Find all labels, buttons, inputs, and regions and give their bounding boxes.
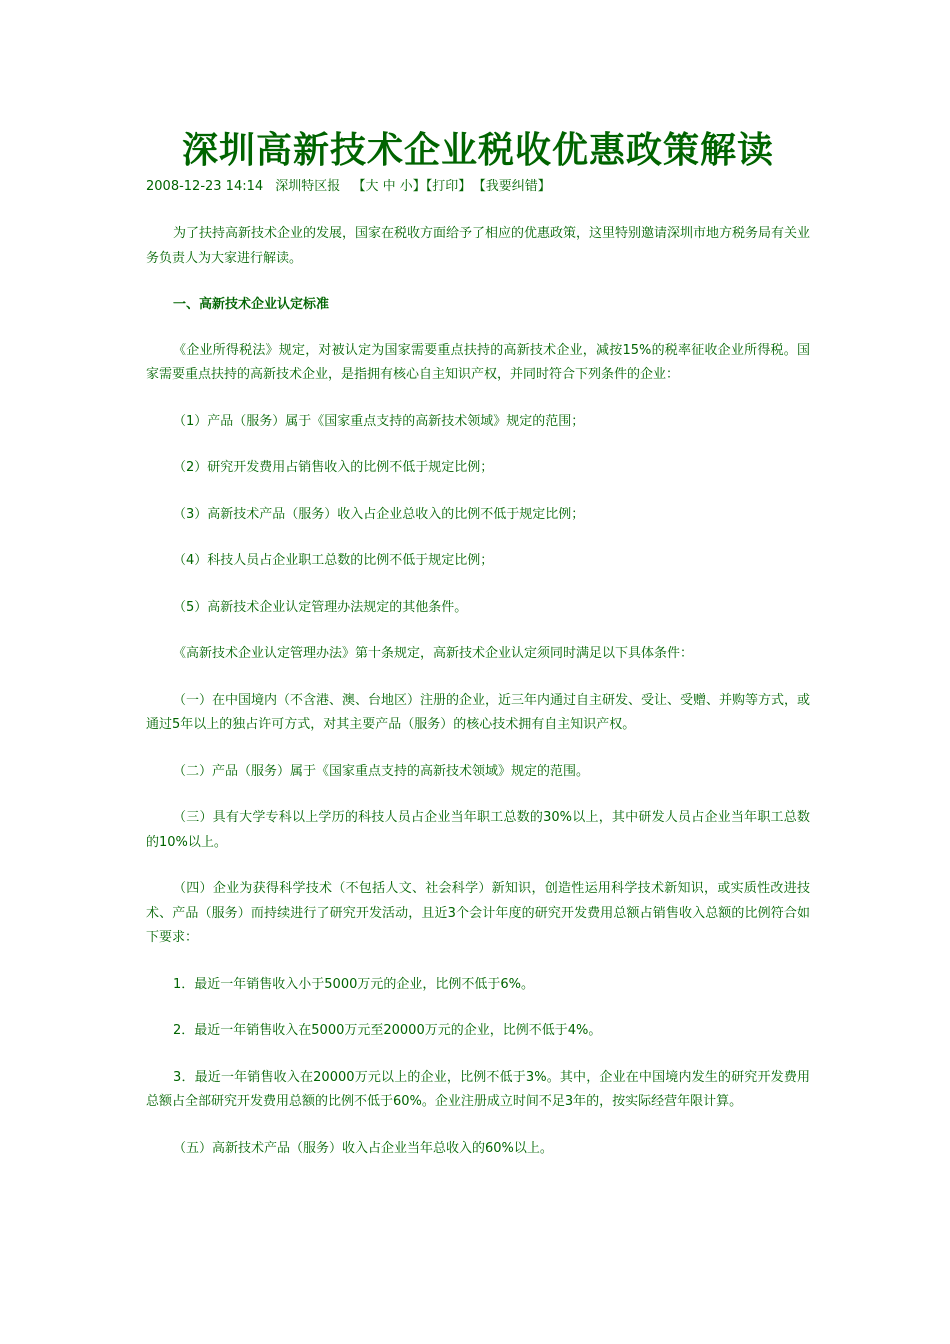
sub-list-item: 2．最近一年销售收入在5000万元至20000万元的企业，比例不低于4%。 [173, 1023, 602, 1038]
article-body [146, 222, 810, 1183]
list-item: （二）产品（服务）属于《国家重点支持的高新技术领域》规定的范围。 [173, 763, 590, 779]
list-item: （五）高新技术产品（服务）收入占企业当年总收入的60%以上。 [173, 1140, 553, 1156]
correction-link[interactable]: 【我要纠错】 [479, 179, 551, 194]
sub-list-item: 3．最近一年销售收入在20000万元以上的企业，比例不低于3%。其中，企业在中国境内发生的研究开发费用总额占全部研究开发费用总额的比例不低于60%。企业注册成立时间不足3年的，按实际经营年限计算。 [146, 1069, 810, 1109]
publish-datetime: 2008-12-23 14:14 [146, 179, 264, 194]
list-item: （4）科技人员占企业职工总数的比例不低于规定比例； [173, 553, 494, 568]
list-item: （5）高新技术企业认定管理办法规定的其他条件。 [173, 599, 468, 615]
paragraph: 《企业所得税法》规定，对被认定为国家需要重点扶持的高新技术企业，减按15%的税率征收企业所得税。国家需要重点扶持的高新技术企业，是指拥有核心自主知识产权，并同时符合下列条件的企业： [146, 342, 810, 382]
list-item: （三）具有大学专科以上学历的科技人员占企业当年职工总数的30%以上，其中研发人员占企业当年职工总数的10%以上。 [146, 810, 810, 850]
paragraph: 《高新技术企业认定管理办法》第十条规定，高新技术企业认定须同时满足以下具体条件： [173, 646, 694, 661]
section-heading: 一、高新技术企业认定标准 [173, 297, 330, 312]
list-item: （一）在中国境内（不含港、澳、台地区）注册的企业，近三年内通过自主研发、受让、受赠、并购等方式，或通过5年以上的独占许可方式，对其主要产品（服务）的核心技术拥有自主知识产权。 [146, 692, 811, 732]
list-item: （3）高新技术产品（服务）收入占企业总收入的比例不低于规定比例； [173, 506, 585, 522]
intro-paragraph: 为了扶持高新技术企业的发展，国家在税收方面给予了相应的优惠政策，这里特别邀请深圳市地方税务局有关业务负责人为大家进行解读。 [146, 226, 811, 266]
list-item: （四）企业为获得科学技术（不包括人文、社会科学）新知识，创造性运用科学技术新知识，或实质性改进技术、产品（服务）而持续进行了研究开发活动，且近3个会计年度的研究开发费用总额占销售收入总额的比例符合如下要求： [146, 881, 810, 945]
article-source: 深圳特区报 [275, 179, 341, 194]
font-size-links[interactable]: 【大 中 小】 [352, 179, 426, 194]
list-item: （1）产品（服务）属于《国家重点支持的高新技术领域》规定的范围； [173, 413, 585, 429]
sub-list-item: 1．最近一年销售收入小于5000万元的企业，比例不低于6%。 [173, 976, 534, 992]
print-link[interactable]: 【打印】 [425, 179, 472, 194]
article-meta [146, 177, 810, 197]
article-title: 深圳高新技术企业税收优惠政策解读 [181, 129, 774, 171]
list-item: （2）研究开发费用占销售收入的比例不低于规定比例； [173, 460, 494, 475]
